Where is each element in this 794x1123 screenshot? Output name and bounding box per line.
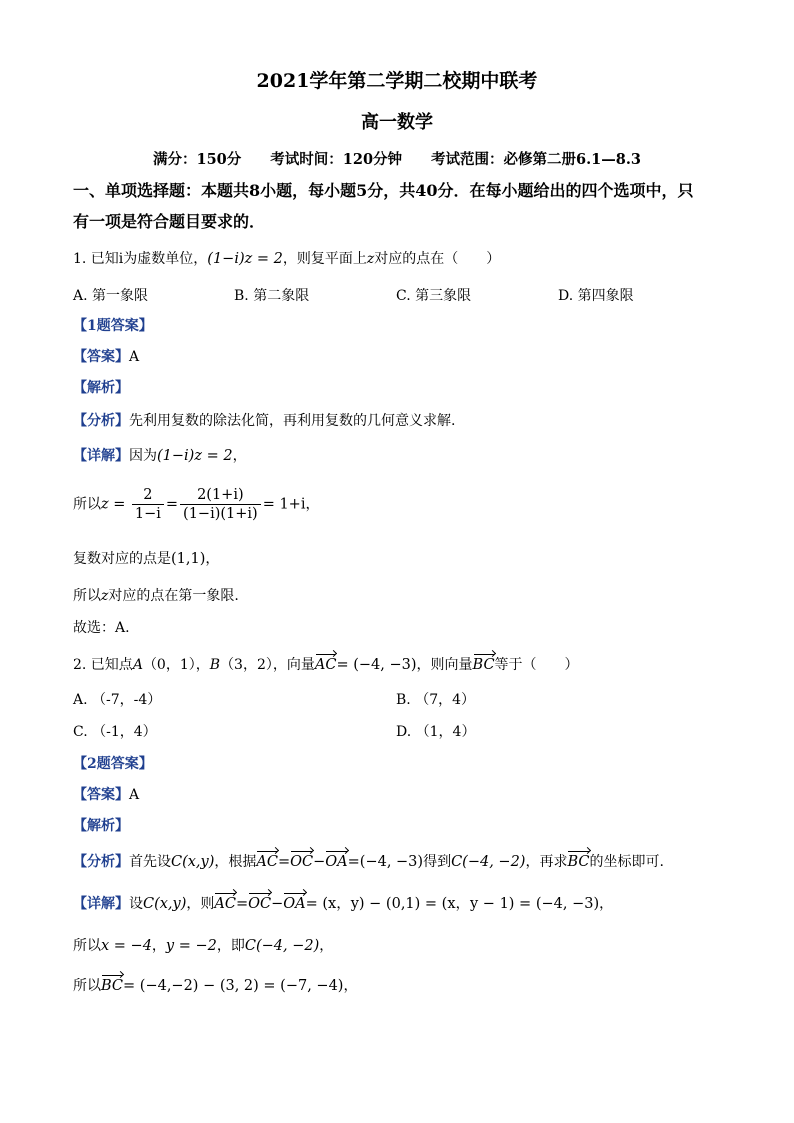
- q2-fenxi: 【分析】首先设C(x,y)，根据AC=OC−OA=(−4, −3)得到C(−4, −2)，再求BC的坐标即可.: [73, 854, 664, 870]
- q1-option-b: B. 第二象限: [234, 288, 310, 304]
- q1-point: 复数对应的点是(1,1)，: [73, 551, 220, 567]
- q2-xy-result: 所以x = −4，y = −2，即C(−4, −2)，: [73, 938, 334, 954]
- q2-detail: 【详解】设C(x,y)，则AC=OC−OA= (x，y) − (0,1) = (x，y − 1) = (−4, −3)，: [73, 896, 614, 912]
- q1-option-d: D. 第四象限: [558, 288, 634, 304]
- exam-info: 满分：150分 考试时间：120分钟 考试范围：必修第二册6.1—8.3: [153, 151, 641, 168]
- q1-computation: 所以z = $\frac{2}{1-i}$ = $\frac{2(1+i)}{(1-i)(1+i)}$ = 1+i，: [73, 487, 320, 522]
- q2-option-a: A. （-7，-4）: [73, 692, 162, 708]
- q1-stem: 1. 已知i为虚数单位，(1−i)z = 2，则复平面上z对应的点在（ ）: [73, 251, 501, 267]
- q1-option-c: C. 第三象限: [396, 288, 472, 304]
- q1-detail: 【详解】因为(1−i)z = 2，: [73, 448, 247, 464]
- section-heading-line2: 有一项是符合题目要求的．: [73, 212, 266, 231]
- vector-bc: BC: [472, 657, 495, 673]
- q1-option-a: A. 第一象限: [73, 288, 149, 304]
- q2-final: 所以BC= (−4,−2) − (3, 2) = (−7, −4)，: [73, 978, 358, 994]
- q2-option-c: C. （-1，4）: [73, 724, 157, 740]
- q2-analysis-tag: 【解析】: [73, 818, 129, 834]
- q1-analysis-tag: 【解析】: [73, 380, 129, 396]
- exam-subject: 高一数学: [361, 112, 433, 133]
- q1-fenxi: 【分析】先利用复数的除法化简，再利用复数的几何意义求解.: [73, 413, 456, 429]
- q2-answer: 【答案】A: [73, 787, 140, 803]
- q1-choose: 故选：A.: [73, 620, 130, 636]
- q1-fraction-1: $\frac{2}{1-i}$: [132, 486, 164, 523]
- q2-option-b: B. （7，4）: [396, 692, 476, 708]
- section-heading-line1: 一、单项选择题：本题共8小题，每小题5分，共40分．在每小题给出的四个选项中，只: [73, 181, 694, 200]
- q1-fraction-2: $\frac{2(1+i)}{(1-i)(1+i)}$: [180, 486, 261, 523]
- q1-conclusion: 所以z对应的点在第一象限.: [73, 588, 239, 604]
- vector-ac: AC: [314, 657, 337, 673]
- q2-stem: 2. 已知点A（0，1），B（3，2），向量AC= (−4, −3)，则向量BC等于（ ）: [73, 657, 579, 673]
- exam-title: 2021学年第二学期二校期中联考: [256, 70, 538, 92]
- q2-block-tag: 【2题答案】: [73, 756, 153, 772]
- q1-block-tag: 【1题答案】: [73, 318, 153, 334]
- q1-answer: 【答案】A: [73, 349, 140, 365]
- q2-option-d: D. （1，4）: [396, 724, 476, 740]
